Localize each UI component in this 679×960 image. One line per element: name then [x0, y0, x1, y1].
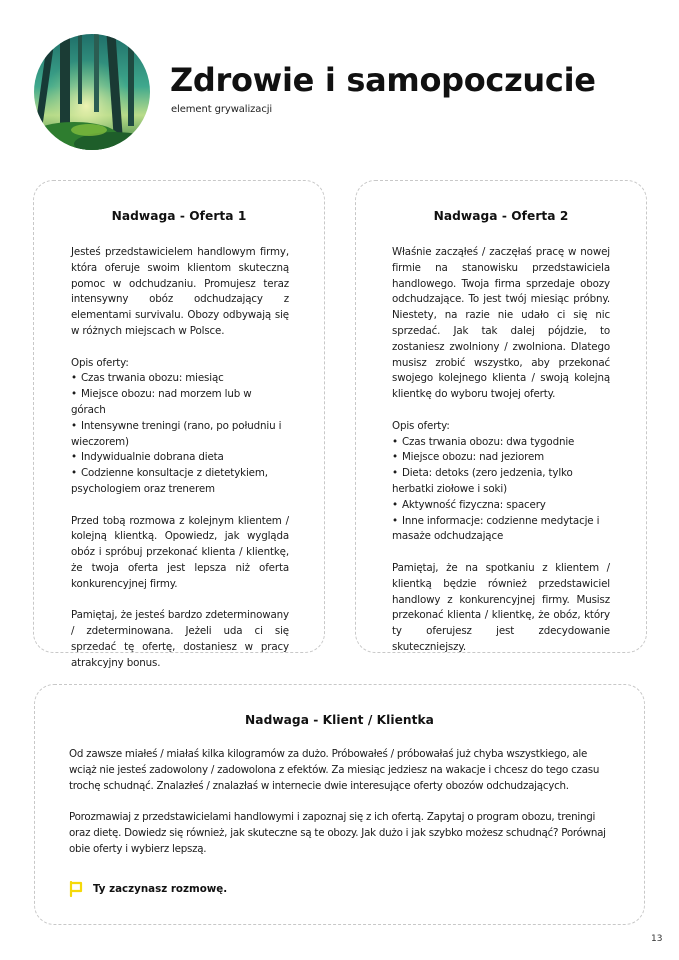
start-note-text: Ty zaczynasz rozmowę.: [93, 883, 228, 895]
list-item: • Codzienne konsultacje z dietetykiem, psychologiem oraz trenerem: [71, 466, 289, 498]
list-item: • Indywidualnie dobrana dieta: [71, 450, 289, 466]
offer-card-1: [33, 180, 325, 669]
forest-image-icon: [34, 34, 150, 150]
card-title: Nadwaga - Klient / Klientka: [245, 713, 434, 727]
card-intro: Jesteś przedstawicielem handlowym firmy, która oferuje swoim klientom skuteczną pomoc w odchudzaniu. Promujesz teraz intensywny obóz odchudzający z elementami survivalu. Obozy odbywają się w różnych miejscach w Polsce.: [71, 246, 289, 337]
offer-details-list: [392, 435, 610, 546]
list-item: • Czas trwania obozu: dwa tygodnie: [392, 435, 610, 451]
card-body: [71, 245, 289, 687]
page-subtitle: element grywalizacji: [171, 104, 273, 115]
card-paragraph: Pamiętaj, że jesteś bardzo zdeterminowany / zdeterminowana. Jeżeli uda ci się sprzedać tę ofertę, dostaniesz w pracy atrakcyjny bonus.: [71, 609, 289, 669]
list-item: • Miejsce obozu: nad jeziorem: [392, 450, 610, 466]
card-intro: Właśnie zacząłeś / zaczęłaś pracę w nowej firmie na stanowisku przedstawiciela handlowego. Twoja firma sprzedaje obozy odchudzające. To jest twój miesiąc próbny. Niestety, na razie nie udało ci się nic sprzedać. Jak tak dalej pójdzie, to zostaniesz zwolniony / zwolniona. Dlatego musisz zrobić wszystko, aby przekonać swojego kolejnego klienta / swoją kolejną klientkę do wyboru twojej oferty.: [392, 246, 610, 401]
page-number: 13: [651, 934, 663, 944]
card-title: Nadwaga - Oferta 1: [111, 209, 247, 223]
card-body: [392, 245, 610, 672]
list-item: • Aktywność fizyczna: spacery: [392, 498, 610, 514]
card-paragraph: Przed tobą rozmowa z kolejnym klientem / kolejną klientką. Opowiedz, jak wygląda obóz i spróbuj przekonać klienta / klientkę, że twoja oferta jest lepsza niż oferta konkurencyjnej firmy.: [71, 514, 289, 590]
forest-illustration: [34, 34, 150, 150]
card-paragraph: Od zawsze miałeś / miałaś kilka kilogramów za dużo. Próbowałeś / próbowałaś już chyba wszystkiego, ale wciąż nie jesteś zadowolony / zadowolona z efektów. Za miesiąc jedziesz na wakacje i chcesz do tego czasu trochę schudnąć. Znalazłeś / znalazłaś w internecie dwie interesujące oferty obozów odchudzających.: [69, 748, 600, 792]
offer-list-title: Opis oferty:: [71, 356, 129, 369]
offer-card-2: [355, 180, 647, 653]
list-item: • Czas trwania obozu: miesiąc: [71, 371, 289, 387]
client-card: [34, 684, 645, 925]
card-paragraph: Pamiętaj, że na spotkaniu z klientem / klientką będzie również przedstawiciel handlowy z konkurencyjnej firmy. Musisz przekonać klienta / klientkę, że obóz, który ty oferujesz jest zdecydowanie skuteczniejszy.: [392, 561, 610, 653]
offer-list-title: Opis oferty:: [392, 419, 450, 432]
offer-details-list: [71, 371, 289, 497]
card-paragraph: Porozmawiaj z przedstawicielami handlowymi i zapoznaj się z ich ofertą. Zapytaj o program obozu, treningi oraz dietę. Dowiedz się również, jak skuteczne są te obozy. Jak dużo i jak szybko możesz schudnąć? Porównaj obie oferty i wybierz lepszą.: [69, 811, 606, 855]
list-item: • Intensywne treningi (rano, po południu i wieczorem): [71, 419, 289, 451]
card-title: Nadwaga - Oferta 2: [433, 209, 569, 223]
page-title: Zdrowie i samopoczucie: [170, 61, 596, 99]
list-item: • Dieta: detoks (zero jedzenia, tylko herbatki ziołowe i soki): [392, 466, 610, 498]
card-body: [69, 747, 614, 873]
list-item: • Inne informacje: codzienne medytacje i masaże odchudzające: [392, 514, 610, 546]
flag-icon: [69, 881, 83, 897]
start-note: [69, 881, 227, 897]
list-item: • Miejsce obozu: nad morzem lub w górach: [71, 387, 289, 419]
